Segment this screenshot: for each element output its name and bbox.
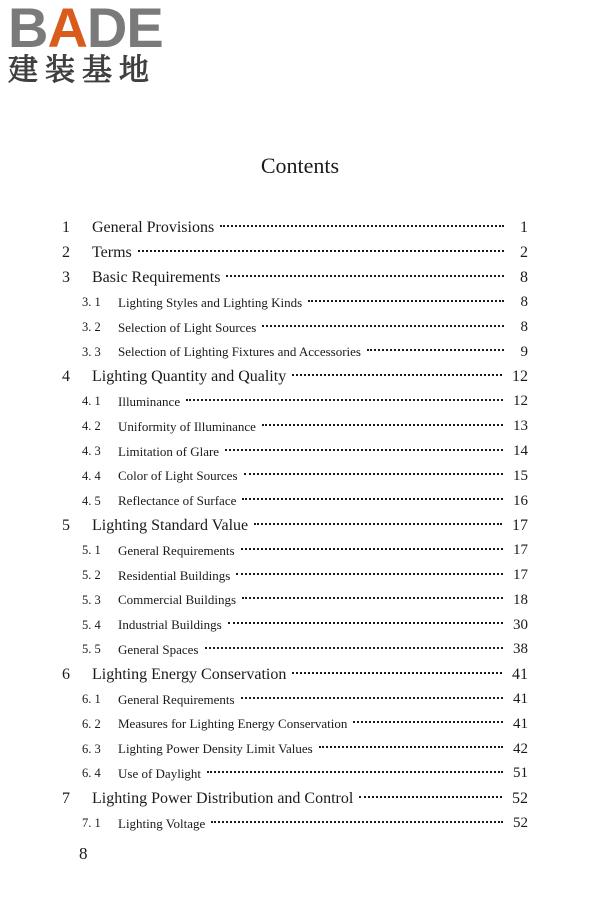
toc-title: Lighting Energy Conservation (92, 665, 287, 683)
toc-title: Lighting Voltage (118, 815, 206, 831)
toc-page-number: 41 (512, 665, 528, 683)
logo-letter-a-accent: A (47, 0, 87, 59)
toc-chapter-row[interactable] (62, 365, 528, 390)
toc-title: Measures for Lighting Energy Conservation (118, 716, 348, 732)
toc-page-number: 9 (520, 343, 528, 360)
page-number: 8 (79, 844, 88, 863)
toc-number: 5 (62, 516, 70, 534)
toc-number: 6. 4 (82, 766, 101, 781)
toc-section-row[interactable] (62, 762, 528, 787)
toc-chapter-row[interactable] (62, 266, 528, 291)
toc-number: 7. 1 (82, 816, 101, 831)
logo-chinese-text: 建装基地 (8, 53, 156, 88)
toc-title: Lighting Standard Value (92, 516, 249, 534)
toc-number: 7 (62, 789, 70, 807)
toc-number: 5. 5 (82, 642, 101, 657)
toc-title: Commercial Buildings (118, 592, 237, 608)
toc-page-number: 52 (512, 789, 528, 807)
toc-number: 1 (62, 219, 70, 237)
toc-section-row[interactable] (62, 712, 528, 737)
toc-chapter-row[interactable] (62, 514, 528, 539)
toc-chapter-row[interactable] (62, 786, 528, 811)
toc-section-row[interactable] (62, 737, 528, 762)
toc-number: 6. 1 (82, 692, 101, 707)
toc-title: Lighting Power Distribution and Control (92, 789, 354, 807)
toc-page-number: 17 (513, 567, 528, 584)
toc-page-number: 17 (513, 542, 528, 559)
dot-leader (367, 349, 504, 351)
toc-section-row[interactable] (62, 811, 528, 836)
toc-title: Use of Daylight (118, 765, 202, 781)
toc-number: 4. 3 (82, 444, 101, 459)
toc-page-number: 41 (513, 715, 528, 732)
toc-section-row[interactable] (62, 538, 528, 563)
toc-chapter-row[interactable] (62, 662, 528, 687)
dot-leader (242, 498, 503, 500)
toc-number: 5. 1 (82, 543, 101, 558)
dot-leader (319, 746, 503, 748)
toc-title: General Spaces (118, 641, 199, 657)
toc-number: 6. 2 (82, 716, 101, 731)
dot-leader (244, 473, 503, 475)
toc-title: Terms (92, 244, 132, 262)
toc-page-number: 8 (520, 294, 528, 311)
toc-title: Lighting Quantity and Quality (92, 368, 287, 386)
toc-number: 4. 4 (82, 468, 101, 483)
toc-chapter-row[interactable] (62, 241, 528, 266)
toc-title: Lighting Power Density Limit Values (118, 741, 313, 757)
toc-section-row[interactable] (62, 439, 528, 464)
toc-page-number: 41 (513, 691, 528, 708)
logo-wordmark (8, 0, 183, 59)
dot-leader (138, 250, 504, 252)
brand-logo (8, 2, 183, 90)
toc-number: 4. 1 (82, 394, 101, 409)
toc-page-number: 38 (513, 641, 528, 658)
toc-section-row[interactable] (62, 687, 528, 712)
toc-chapter-row[interactable] (62, 216, 528, 241)
toc-section-row[interactable] (62, 489, 528, 514)
logo-letters-de: DE (86, 0, 163, 59)
toc-title: General Requirements (118, 542, 235, 558)
toc-number: 6. 3 (82, 741, 101, 756)
toc-title: Lighting Styles and Lighting Kinds (118, 294, 303, 310)
toc-page-number: 30 (513, 616, 528, 633)
toc-page-number: 13 (513, 418, 528, 435)
toc-number: 2 (62, 244, 70, 262)
toc-section-row[interactable] (62, 563, 528, 588)
toc-page-number: 1 (520, 219, 528, 237)
dot-leader (242, 597, 503, 599)
toc-title: Basic Requirements (92, 268, 221, 286)
logo-letter-b: B (8, 0, 48, 59)
toc-section-row[interactable] (62, 390, 528, 415)
toc-section-row[interactable] (62, 290, 528, 315)
dot-leader (207, 771, 503, 773)
dot-leader (353, 721, 503, 723)
toc-number: 3. 2 (82, 320, 101, 335)
dot-leader (241, 548, 503, 550)
toc-section-row[interactable] (62, 613, 528, 638)
dot-leader (236, 573, 503, 575)
dot-leader (211, 821, 503, 823)
toc-title: Selection of Light Sources (118, 319, 257, 335)
toc-title: Selection of Lighting Fixtures and Accessories (118, 344, 361, 360)
toc-page-number: 8 (520, 268, 528, 286)
toc-number: 3. 1 (82, 295, 101, 310)
toc-section-row[interactable] (62, 588, 528, 613)
toc-title: Limitation of Glare (118, 443, 220, 459)
toc-page-number: 42 (513, 740, 528, 757)
toc-number: 5. 3 (82, 592, 101, 607)
toc-number: 5. 4 (82, 617, 101, 632)
dot-leader (186, 399, 503, 401)
toc-section-row[interactable] (62, 464, 528, 489)
toc-title: Industrial Buildings (118, 617, 222, 633)
toc-page-number: 18 (513, 591, 528, 608)
toc-title: Reflectance of Surface (118, 493, 237, 509)
dot-leader (262, 325, 504, 327)
toc-page-number: 17 (512, 516, 528, 534)
toc-title: General Provisions (92, 219, 215, 237)
dot-leader (359, 796, 502, 798)
toc-title: General Requirements (118, 691, 235, 707)
toc-number: 3. 3 (82, 344, 101, 359)
dot-leader (262, 424, 503, 426)
toc-page-number: 15 (513, 467, 528, 484)
dot-leader (226, 275, 504, 277)
toc-page-number: 51 (513, 765, 528, 782)
table-of-contents (62, 216, 528, 836)
dot-leader (292, 374, 502, 376)
toc-page-number: 12 (512, 368, 528, 386)
toc-title: Uniformity of Illuminance (118, 418, 256, 434)
toc-section-row[interactable] (62, 340, 528, 365)
toc-number: 5. 2 (82, 568, 101, 583)
dot-leader (205, 647, 504, 649)
toc-page-number: 12 (513, 393, 528, 410)
dot-leader (225, 449, 503, 451)
dot-leader (241, 697, 503, 699)
toc-title: Illuminance (118, 393, 181, 409)
toc-section-row[interactable] (62, 638, 528, 663)
toc-title: Color of Light Sources (118, 468, 238, 484)
toc-page-number: 14 (513, 443, 528, 460)
toc-page-number: 8 (520, 319, 528, 336)
dot-leader (254, 523, 502, 525)
dot-leader (292, 672, 502, 674)
dot-leader (220, 225, 504, 227)
toc-title: Residential Buildings (118, 567, 231, 583)
toc-section-row[interactable] (62, 315, 528, 340)
toc-number: 6 (62, 665, 70, 683)
toc-number: 4 (62, 368, 70, 386)
toc-section-row[interactable] (62, 414, 528, 439)
toc-number: 4. 2 (82, 419, 101, 434)
toc-page-number: 16 (513, 492, 528, 509)
toc-number: 3 (62, 268, 70, 286)
dot-leader (228, 622, 503, 624)
toc-number: 4. 5 (82, 493, 101, 508)
toc-page-number: 2 (520, 244, 528, 262)
dot-leader (308, 300, 504, 302)
page-title: Contents (260, 153, 340, 178)
toc-page-number: 52 (513, 815, 528, 832)
